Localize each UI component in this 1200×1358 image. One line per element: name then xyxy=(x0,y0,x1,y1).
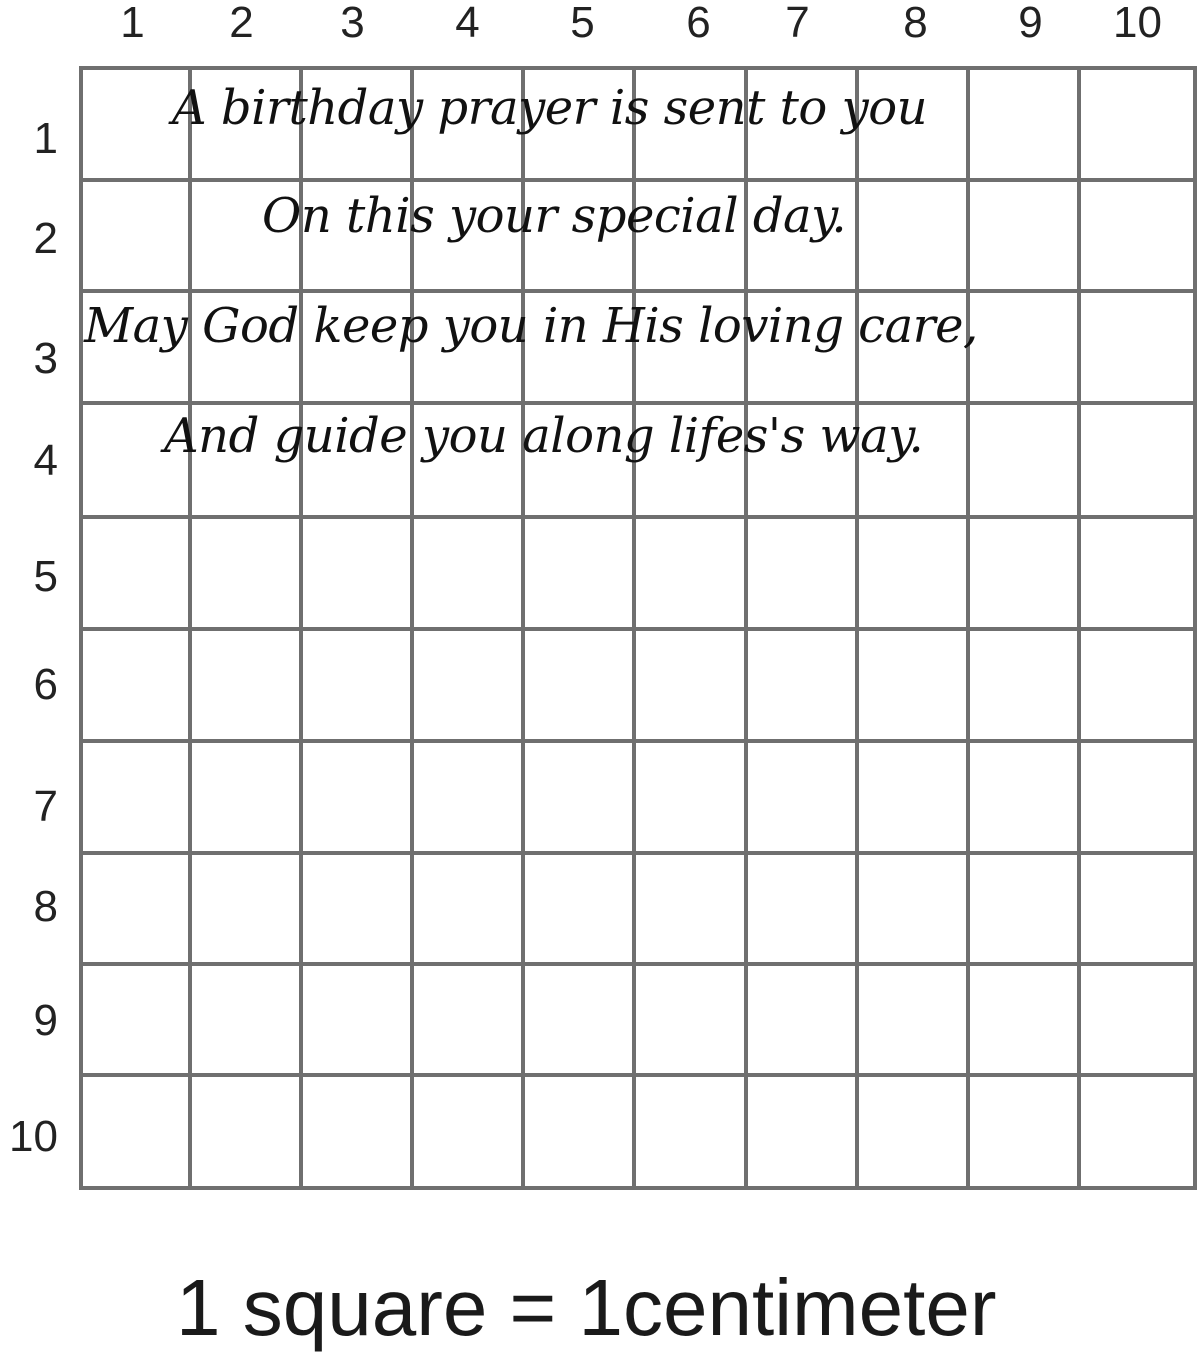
column-label: 5 xyxy=(570,0,595,47)
scale-note: 1 square = 1centimeter xyxy=(176,1263,997,1352)
row-label: 3 xyxy=(33,334,58,383)
row-label: 5 xyxy=(33,552,58,601)
row-label: 4 xyxy=(33,436,58,485)
row-label: 10 xyxy=(9,1112,58,1161)
grid-line-horizontal xyxy=(79,739,1197,743)
column-label: 9 xyxy=(1018,0,1043,47)
grid-line-horizontal xyxy=(79,178,1197,182)
verse-line-4: And guide you along lifes's way. xyxy=(164,408,924,464)
column-label: 7 xyxy=(785,0,810,47)
row-label: 1 xyxy=(33,114,58,163)
column-label: 10 xyxy=(1113,0,1162,47)
row-label: 2 xyxy=(33,214,58,263)
grid-line-horizontal xyxy=(79,627,1197,631)
column-label: 3 xyxy=(340,0,365,47)
grid-line-horizontal xyxy=(79,851,1197,855)
row-label: 8 xyxy=(33,882,58,931)
verse-line-3: May God keep you in His loving care, xyxy=(84,298,978,354)
row-label: 9 xyxy=(33,996,58,1045)
column-label: 1 xyxy=(120,0,145,47)
column-label: 8 xyxy=(903,0,928,47)
grid-line-horizontal xyxy=(79,1073,1197,1077)
row-label: 6 xyxy=(33,660,58,709)
column-label: 4 xyxy=(455,0,480,47)
verse-line-1: A birthday prayer is sent to you xyxy=(172,80,927,136)
grid-line-horizontal xyxy=(79,289,1197,293)
column-label: 2 xyxy=(229,0,254,47)
column-label: 6 xyxy=(686,0,711,47)
grid-line-horizontal xyxy=(79,962,1197,966)
grid-line-horizontal xyxy=(79,401,1197,405)
verse-line-2: On this your special day. xyxy=(262,188,847,244)
row-label: 7 xyxy=(33,782,58,831)
grid-line-horizontal xyxy=(79,515,1197,519)
